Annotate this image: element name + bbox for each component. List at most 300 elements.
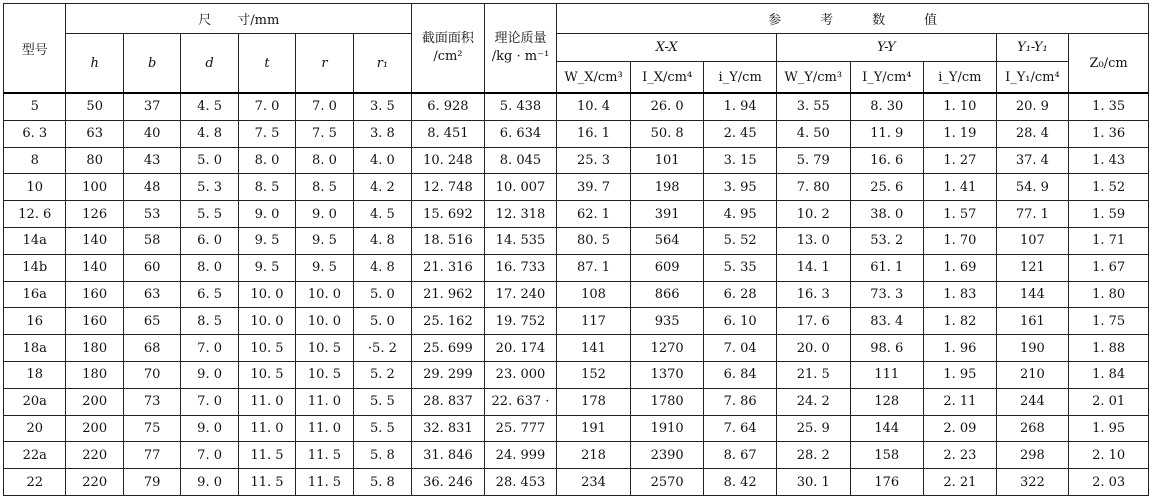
value-cell: ·5. 2 (353, 335, 411, 362)
value-cell: 60 (123, 254, 180, 281)
value-cell: 80. 5 (557, 227, 631, 254)
header-model: 型号 (4, 4, 66, 94)
value-cell: 234 (557, 469, 631, 496)
value-cell: 3. 55 (776, 93, 850, 120)
value-cell: 22. 637 · (484, 388, 557, 415)
value-cell: 160 (66, 308, 123, 335)
value-cell: 2. 23 (924, 442, 997, 469)
value-cell: 152 (557, 361, 631, 388)
value-cell: 9. 0 (181, 469, 238, 496)
value-cell: 11. 5 (238, 469, 295, 496)
value-cell: 19. 752 (484, 308, 557, 335)
value-cell: 391 (630, 201, 704, 228)
value-cell: 11. 9 (850, 120, 924, 147)
value-cell: 10. 5 (296, 335, 353, 362)
header-ix: I_X/cm⁴ (630, 62, 704, 94)
value-cell: 3. 8 (353, 120, 411, 147)
value-cell: 5. 0 (353, 308, 411, 335)
model-cell: 22a (4, 442, 66, 469)
value-cell: 190 (996, 335, 1069, 362)
value-cell: 50 (66, 93, 123, 120)
table-row (4, 308, 1149, 335)
value-cell: 10. 0 (296, 308, 353, 335)
table-row (4, 147, 1149, 174)
value-cell: 98. 6 (850, 335, 924, 362)
value-cell: 4. 0 (353, 147, 411, 174)
value-cell: 141 (557, 335, 631, 362)
value-cell: 29. 299 (412, 361, 485, 388)
value-cell: 1. 70 (924, 227, 997, 254)
value-cell: 1. 19 (924, 120, 997, 147)
value-cell: 8. 67 (704, 442, 777, 469)
value-cell: 5. 438 (484, 93, 557, 120)
value-cell: 6. 634 (484, 120, 557, 147)
value-cell: 10. 2 (776, 201, 850, 228)
value-cell: 128 (850, 388, 924, 415)
value-cell: 12. 318 (484, 201, 557, 228)
value-cell: 37. 4 (996, 147, 1069, 174)
value-cell: 1. 52 (1069, 174, 1149, 201)
value-cell: 8. 42 (704, 469, 777, 496)
value-cell: 1910 (630, 415, 704, 442)
value-cell: 220 (66, 469, 123, 496)
value-cell: 7. 0 (238, 93, 295, 120)
value-cell: 10. 5 (238, 361, 295, 388)
value-cell: 268 (996, 415, 1069, 442)
channel-steel-table-container (3, 3, 1149, 496)
value-cell: 4. 8 (353, 227, 411, 254)
value-cell: 10. 5 (296, 361, 353, 388)
value-cell: 39. 7 (557, 174, 631, 201)
value-cell: 77 (123, 442, 180, 469)
table-row (4, 415, 1149, 442)
value-cell: 5. 8 (353, 469, 411, 496)
value-cell: 10. 007 (484, 174, 557, 201)
value-cell: 7. 80 (776, 174, 850, 201)
value-cell: 12. 748 (412, 174, 485, 201)
value-cell: 2. 09 (924, 415, 997, 442)
value-cell: 117 (557, 308, 631, 335)
value-cell: 5. 52 (704, 227, 777, 254)
table-row (4, 254, 1149, 281)
value-cell: 6. 928 (412, 93, 485, 120)
value-cell: 10. 0 (296, 281, 353, 308)
value-cell: 5. 5 (181, 201, 238, 228)
value-cell: 21. 316 (412, 254, 485, 281)
value-cell: 244 (996, 388, 1069, 415)
value-cell: 8. 5 (181, 308, 238, 335)
value-cell: 28. 2 (776, 442, 850, 469)
value-cell: 1. 88 (1069, 335, 1149, 362)
value-cell: 101 (630, 147, 704, 174)
value-cell: 5. 8 (353, 442, 411, 469)
value-cell: 140 (66, 227, 123, 254)
value-cell: 1. 94 (704, 93, 777, 120)
value-cell: 2570 (630, 469, 704, 496)
header-section-area (412, 4, 485, 94)
header-section-area-line2: /cm² (433, 49, 463, 64)
header-theoretical-mass (484, 4, 557, 94)
value-cell: 21. 962 (412, 281, 485, 308)
table-row (4, 388, 1149, 415)
value-cell: 83. 4 (850, 308, 924, 335)
value-cell: 2. 10 (1069, 442, 1149, 469)
header-axis-y1y1: Y₁-Y₁ (996, 34, 1069, 62)
value-cell: 63 (123, 281, 180, 308)
value-cell: 9. 5 (238, 227, 295, 254)
header-section-area-line1: 截面面积 (421, 31, 474, 46)
value-cell: 53 (123, 201, 180, 228)
header-dimensions: 尺 寸/mm (66, 4, 412, 34)
value-cell: 70 (123, 361, 180, 388)
table-row (4, 361, 1149, 388)
table-row (4, 120, 1149, 147)
value-cell: 1. 43 (1069, 147, 1149, 174)
header-theoretical-mass-line1: 理论质量 (494, 31, 547, 46)
value-cell: 198 (630, 174, 704, 201)
value-cell: 32. 831 (412, 415, 485, 442)
value-cell: 62. 1 (557, 201, 631, 228)
value-cell: 7. 04 (704, 335, 777, 362)
header-z0: Z₀/cm (1069, 34, 1149, 94)
value-cell: 7. 64 (704, 415, 777, 442)
value-cell: 1. 80 (1069, 281, 1149, 308)
value-cell: 6. 5 (181, 281, 238, 308)
value-cell: 5. 35 (704, 254, 777, 281)
value-cell: 21. 5 (776, 361, 850, 388)
value-cell: 1. 71 (1069, 227, 1149, 254)
value-cell: 5. 3 (181, 174, 238, 201)
value-cell: 10. 0 (238, 281, 295, 308)
value-cell: 6. 0 (181, 227, 238, 254)
value-cell: 31. 846 (412, 442, 485, 469)
value-cell: 16. 1 (557, 120, 631, 147)
value-cell: 5. 5 (353, 388, 411, 415)
value-cell: 10. 4 (557, 93, 631, 120)
value-cell: 220 (66, 442, 123, 469)
model-cell: 22 (4, 469, 66, 496)
value-cell: 8. 0 (181, 254, 238, 281)
model-cell: 16 (4, 308, 66, 335)
value-cell: 25. 3 (557, 147, 631, 174)
table-row (4, 227, 1149, 254)
value-cell: 5. 79 (776, 147, 850, 174)
value-cell: 9. 5 (296, 254, 353, 281)
value-cell: 4. 5 (353, 201, 411, 228)
value-cell: 298 (996, 442, 1069, 469)
value-cell: 24. 999 (484, 442, 557, 469)
value-cell: 25. 777 (484, 415, 557, 442)
value-cell: 7. 5 (296, 120, 353, 147)
value-cell: 36. 246 (412, 469, 485, 496)
table-body (4, 93, 1149, 495)
value-cell: 48 (123, 174, 180, 201)
value-cell: 25. 699 (412, 335, 485, 362)
value-cell: 23. 000 (484, 361, 557, 388)
value-cell: 10. 5 (238, 335, 295, 362)
value-cell: 1270 (630, 335, 704, 362)
value-cell: 1. 75 (1069, 308, 1149, 335)
value-cell: 50. 8 (630, 120, 704, 147)
value-cell: 8. 5 (238, 174, 295, 201)
value-cell: 6. 10 (704, 308, 777, 335)
value-cell: 200 (66, 388, 123, 415)
value-cell: 2. 03 (1069, 469, 1149, 496)
value-cell: 7. 0 (181, 442, 238, 469)
value-cell: 8. 451 (412, 120, 485, 147)
value-cell: 6. 84 (704, 361, 777, 388)
header-dim-r1: r₁ (353, 34, 411, 94)
value-cell: 37 (123, 93, 180, 120)
value-cell: 11. 5 (296, 469, 353, 496)
value-cell: 2. 45 (704, 120, 777, 147)
value-cell: 14. 535 (484, 227, 557, 254)
value-cell: 9. 0 (296, 201, 353, 228)
model-cell: 18a (4, 335, 66, 362)
value-cell: 210 (996, 361, 1069, 388)
value-cell: 7. 0 (181, 388, 238, 415)
model-cell: 14b (4, 254, 66, 281)
model-cell: 12. 6 (4, 201, 66, 228)
value-cell: 160 (66, 281, 123, 308)
value-cell: 1. 59 (1069, 201, 1149, 228)
value-cell: 8. 5 (296, 174, 353, 201)
value-cell: 28. 453 (484, 469, 557, 496)
value-cell: 7. 0 (296, 93, 353, 120)
value-cell: 1370 (630, 361, 704, 388)
table-row (4, 469, 1149, 496)
table-row (4, 335, 1149, 362)
value-cell: 9. 0 (181, 415, 238, 442)
value-cell: 16. 6 (850, 147, 924, 174)
value-cell: 1. 96 (924, 335, 997, 362)
value-cell: 73. 3 (850, 281, 924, 308)
value-cell: 80 (66, 147, 123, 174)
value-cell: 11. 0 (296, 415, 353, 442)
value-cell: 935 (630, 308, 704, 335)
value-cell: 75 (123, 415, 180, 442)
header-dim-h: h (66, 34, 123, 94)
value-cell: 43 (123, 147, 180, 174)
value-cell: 4. 95 (704, 201, 777, 228)
value-cell: 140 (66, 254, 123, 281)
value-cell: 191 (557, 415, 631, 442)
value-cell: 24. 2 (776, 388, 850, 415)
value-cell: 10. 0 (238, 308, 295, 335)
value-cell: 107 (996, 227, 1069, 254)
value-cell: 5. 5 (353, 415, 411, 442)
value-cell: 322 (996, 469, 1069, 496)
value-cell: 10. 248 (412, 147, 485, 174)
value-cell: 26. 0 (630, 93, 704, 120)
value-cell: 1. 57 (924, 201, 997, 228)
value-cell: 17. 6 (776, 308, 850, 335)
header-theoretical-mass-line2: /kg · m⁻¹ (491, 49, 550, 64)
value-cell: 1780 (630, 388, 704, 415)
value-cell: 40 (123, 120, 180, 147)
value-cell: 25. 6 (850, 174, 924, 201)
model-cell: 14a (4, 227, 66, 254)
value-cell: 16. 3 (776, 281, 850, 308)
value-cell: 1. 67 (1069, 254, 1149, 281)
header-axis-xx: X-X (557, 34, 777, 62)
value-cell: 866 (630, 281, 704, 308)
model-cell: 5 (4, 93, 66, 120)
value-cell: 20. 0 (776, 335, 850, 362)
value-cell: 65 (123, 308, 180, 335)
value-cell: 564 (630, 227, 704, 254)
value-cell: 8. 045 (484, 147, 557, 174)
value-cell: 30. 1 (776, 469, 850, 496)
value-cell: 1. 69 (924, 254, 997, 281)
value-cell: 3. 95 (704, 174, 777, 201)
value-cell: 200 (66, 415, 123, 442)
value-cell: 25. 162 (412, 308, 485, 335)
model-cell: 20 (4, 415, 66, 442)
value-cell: 5. 0 (353, 281, 411, 308)
value-cell: 1. 27 (924, 147, 997, 174)
value-cell: 178 (557, 388, 631, 415)
header-dim-r: r (296, 34, 353, 94)
table-row (4, 442, 1149, 469)
value-cell: 4. 8 (181, 120, 238, 147)
value-cell: 20. 174 (484, 335, 557, 362)
value-cell: 11. 0 (238, 388, 295, 415)
value-cell: 58 (123, 227, 180, 254)
value-cell: 20. 9 (996, 93, 1069, 120)
model-cell: 20a (4, 388, 66, 415)
value-cell: 17. 240 (484, 281, 557, 308)
value-cell: 28. 4 (996, 120, 1069, 147)
value-cell: 1. 36 (1069, 120, 1149, 147)
value-cell: 111 (850, 361, 924, 388)
value-cell: 1. 35 (1069, 93, 1149, 120)
value-cell: 7. 86 (704, 388, 777, 415)
value-cell: 11. 5 (296, 442, 353, 469)
value-cell: 158 (850, 442, 924, 469)
value-cell: 8. 0 (238, 147, 295, 174)
value-cell: 8. 0 (296, 147, 353, 174)
value-cell: 14. 1 (776, 254, 850, 281)
value-cell: 63 (66, 120, 123, 147)
value-cell: 38. 0 (850, 201, 924, 228)
value-cell: 87. 1 (557, 254, 631, 281)
value-cell: 11. 5 (238, 442, 295, 469)
value-cell: 180 (66, 361, 123, 388)
value-cell: 4. 50 (776, 120, 850, 147)
value-cell: 4. 2 (353, 174, 411, 201)
header-dim-b: b (123, 34, 180, 94)
value-cell: 100 (66, 174, 123, 201)
value-cell: 2390 (630, 442, 704, 469)
value-cell: 126 (66, 201, 123, 228)
value-cell: 18. 516 (412, 227, 485, 254)
value-cell: 4. 5 (181, 93, 238, 120)
value-cell: 108 (557, 281, 631, 308)
table-row (4, 201, 1149, 228)
table-row (4, 281, 1149, 308)
value-cell: 180 (66, 335, 123, 362)
value-cell: 8. 30 (850, 93, 924, 120)
value-cell: 1. 82 (924, 308, 997, 335)
value-cell: 9. 0 (181, 361, 238, 388)
value-cell: 144 (996, 281, 1069, 308)
value-cell: 609 (630, 254, 704, 281)
value-cell: 9. 0 (238, 201, 295, 228)
value-cell: 1. 95 (924, 361, 997, 388)
value-cell: 68 (123, 335, 180, 362)
header-iy: I_Y/cm⁴ (850, 62, 924, 94)
value-cell: 2. 11 (924, 388, 997, 415)
value-cell: 7. 5 (238, 120, 295, 147)
header-axis-yy: Y-Y (776, 34, 996, 62)
model-cell: 8 (4, 147, 66, 174)
value-cell: 4. 8 (353, 254, 411, 281)
value-cell: 73 (123, 388, 180, 415)
value-cell: 176 (850, 469, 924, 496)
value-cell: 11. 0 (296, 388, 353, 415)
header-dim-d: d (181, 34, 238, 94)
value-cell: 144 (850, 415, 924, 442)
table-header (4, 4, 1149, 94)
table-row (4, 93, 1149, 120)
header-dim-t: t (238, 34, 295, 94)
header-wy: W_Y/cm³ (776, 62, 850, 94)
value-cell: 1. 84 (1069, 361, 1149, 388)
value-cell: 6. 28 (704, 281, 777, 308)
value-cell: 53. 2 (850, 227, 924, 254)
value-cell: 3. 5 (353, 93, 411, 120)
value-cell: 61. 1 (850, 254, 924, 281)
model-cell: 16a (4, 281, 66, 308)
header-reference-values: 参 考 数 值 (557, 4, 1149, 34)
value-cell: 218 (557, 442, 631, 469)
value-cell: 2. 01 (1069, 388, 1149, 415)
model-cell: 18 (4, 361, 66, 388)
value-cell: 1. 10 (924, 93, 997, 120)
value-cell: 2. 21 (924, 469, 997, 496)
table-row (4, 174, 1149, 201)
value-cell: 161 (996, 308, 1069, 335)
value-cell: 1. 83 (924, 281, 997, 308)
model-cell: 6. 3 (4, 120, 66, 147)
value-cell: 9. 5 (238, 254, 295, 281)
value-cell: 15. 692 (412, 201, 485, 228)
value-cell: 5. 0 (181, 147, 238, 174)
value-cell: 9. 5 (296, 227, 353, 254)
header-iy1: I_Y₁/cm⁴ (996, 62, 1069, 94)
value-cell: 7. 0 (181, 335, 238, 362)
model-cell: 10 (4, 174, 66, 201)
value-cell: 28. 837 (412, 388, 485, 415)
value-cell: 25. 9 (776, 415, 850, 442)
value-cell: 121 (996, 254, 1069, 281)
value-cell: 5. 2 (353, 361, 411, 388)
value-cell: 16. 733 (484, 254, 557, 281)
header-wx: W_X/cm³ (557, 62, 631, 94)
header-iy-radius: i_Y/cm (924, 62, 997, 94)
value-cell: 13. 0 (776, 227, 850, 254)
value-cell: 3. 15 (704, 147, 777, 174)
value-cell: 11. 0 (238, 415, 295, 442)
value-cell: 1. 95 (1069, 415, 1149, 442)
value-cell: 54. 9 (996, 174, 1069, 201)
value-cell: 77. 1 (996, 201, 1069, 228)
channel-steel-properties-table (3, 3, 1149, 496)
value-cell: 79 (123, 469, 180, 496)
value-cell: 1. 41 (924, 174, 997, 201)
header-ix-radius: i_Y/cm (704, 62, 777, 94)
